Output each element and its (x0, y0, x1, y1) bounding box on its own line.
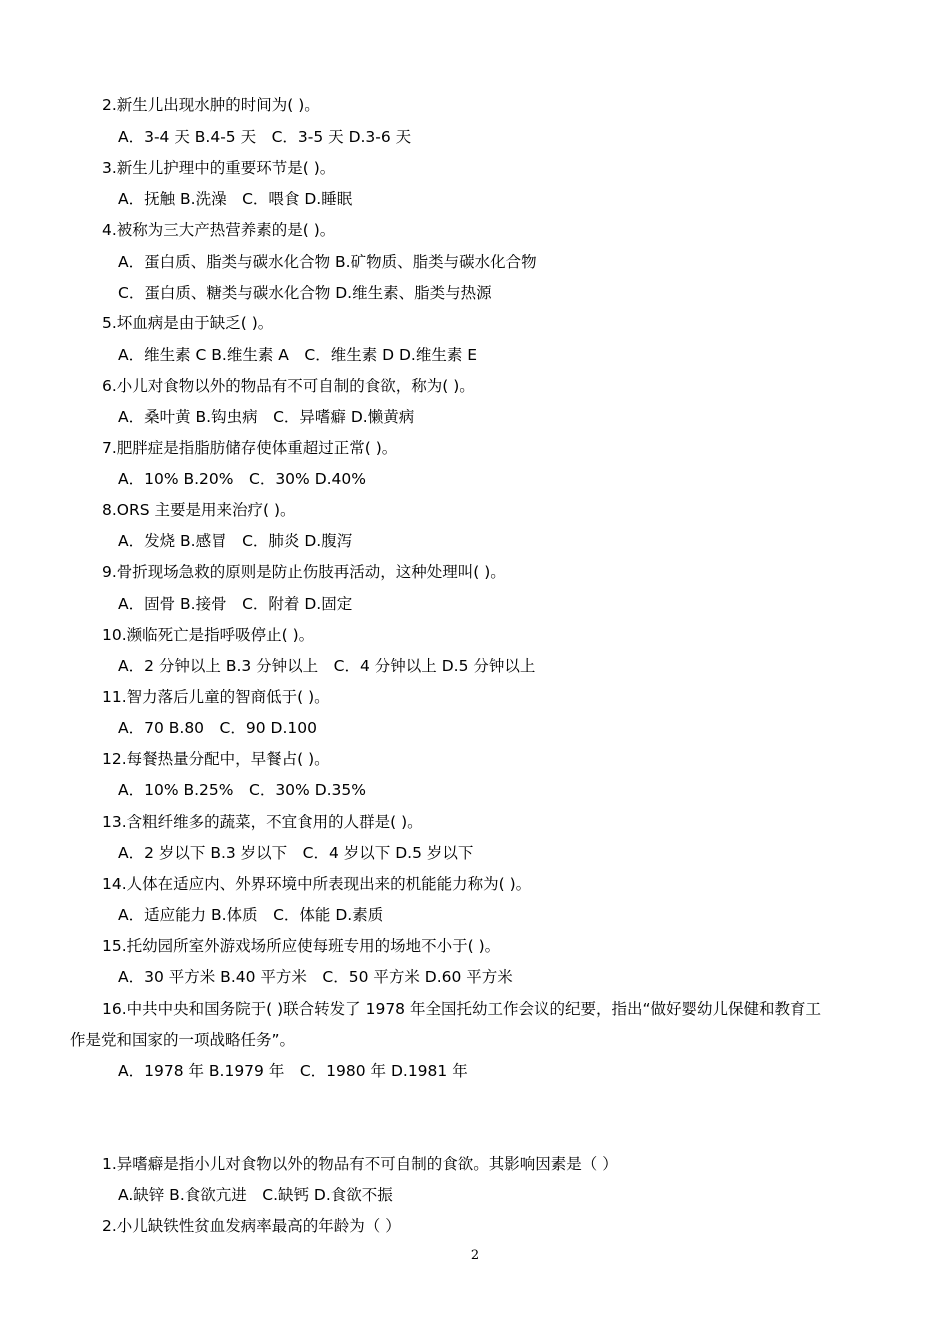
option-line: A．10% B.25% C．30% D.35% (118, 781, 367, 799)
question-line: 3.新生儿护理中的重要环节是( )。 (102, 159, 336, 177)
option-line: A．10% B.20% C．30% D.40% (118, 470, 367, 488)
question-line: 7.肥胖症是指脂肪储存使体重超过正常( )。 (102, 439, 398, 457)
option-line: C．蛋白质、糖类与碳水化合物 D.维生素、脂类与热源 (118, 284, 492, 302)
page-number: 2 (470, 1248, 480, 1263)
question-line: 9.骨折现场急救的原则是防止伤肢再活动，这种处理叫( )。 (102, 563, 506, 581)
option-line: A．维生素 C B.维生素 A C．维生素 D D.维生素 E (118, 346, 478, 364)
question-line: 2.小儿缺铁性贫血发病率最高的年龄为（ ） (102, 1217, 401, 1235)
question-line: 1.异嗜癖是指小儿对食物以外的物品有不可自制的食欲。其影响因素是（ ） (102, 1155, 618, 1173)
question-line: 12.每餐热量分配中，早餐占( )。 (102, 750, 330, 768)
question-line: 2.新生儿出现水肿的时间为( )。 (102, 96, 320, 114)
option-line: A．桑叶黄 B.钩虫病 C．异嗜癖 D.懒黄病 (118, 408, 415, 426)
question-line: 8.ORS 主要是用来治疗( )。 (102, 501, 296, 519)
option-line: A．适应能力 B.体质 C．体能 D.素质 (118, 906, 384, 924)
question-line: 13.含粗纤维多的蔬菜，不宜食用的人群是( )。 (102, 813, 423, 831)
question-line: 11.智力落后儿童的智商低于( )。 (102, 688, 330, 706)
option-line: A．抚触 B.洗澡 C．喂食 D.睡眠 (118, 190, 353, 208)
option-line: A.缺锌 B.食欲亢进 C.缺钙 D.食欲不振 (118, 1186, 393, 1204)
question-line-continued: 作是党和国家的一项战略任务”。 (70, 1031, 296, 1049)
option-line: A．1978 年 B.1979 年 C．1980 年 D.1981 年 (118, 1062, 468, 1080)
question-line: 6.小儿对食物以外的物品有不可自制的食欲，称为( )。 (102, 377, 475, 395)
question-line: 16.中共中央和国务院于( )联合转发了 1978 年全国托幼工作会议的纪要，指出“做好婴幼儿保健和教育工 (102, 1000, 822, 1018)
question-line: 15.托幼园所室外游戏场所应使每班专用的场地不小于( )。 (102, 937, 501, 955)
option-line: A．固骨 B.接骨 C．附着 D.固定 (118, 595, 353, 613)
option-line: A．3-4 天 B.4-5 天 C．3-5 天 D.3-6 天 (118, 128, 412, 146)
question-line: 14.人体在适应内、外界环境中所表现出来的机能能力称为( )。 (102, 875, 532, 893)
option-line: A．发烧 B.感冒 C．肺炎 D.腹泻 (118, 532, 353, 550)
option-line: A．2 岁以下 B.3 岁以下 C．4 岁以下 D.5 岁以下 (118, 844, 474, 862)
question-line: 4.被称为三大产热营养素的是( )。 (102, 221, 336, 239)
option-line: A．蛋白质、脂类与碳水化合物 B.矿物质、脂类与碳水化合物 (118, 253, 537, 271)
option-line: A．30 平方米 B.40 平方米 C．50 平方米 D.60 平方米 (118, 968, 513, 986)
question-line: 5.坏血病是由于缺乏( )。 (102, 314, 274, 332)
question-line: 10.濒临死亡是指呼吸停止( )。 (102, 626, 315, 644)
option-line: A．70 B.80 C．90 D.100 (118, 719, 317, 737)
option-line: A．2 分钟以上 B.3 分钟以上 C．4 分钟以上 D.5 分钟以上 (118, 657, 536, 675)
